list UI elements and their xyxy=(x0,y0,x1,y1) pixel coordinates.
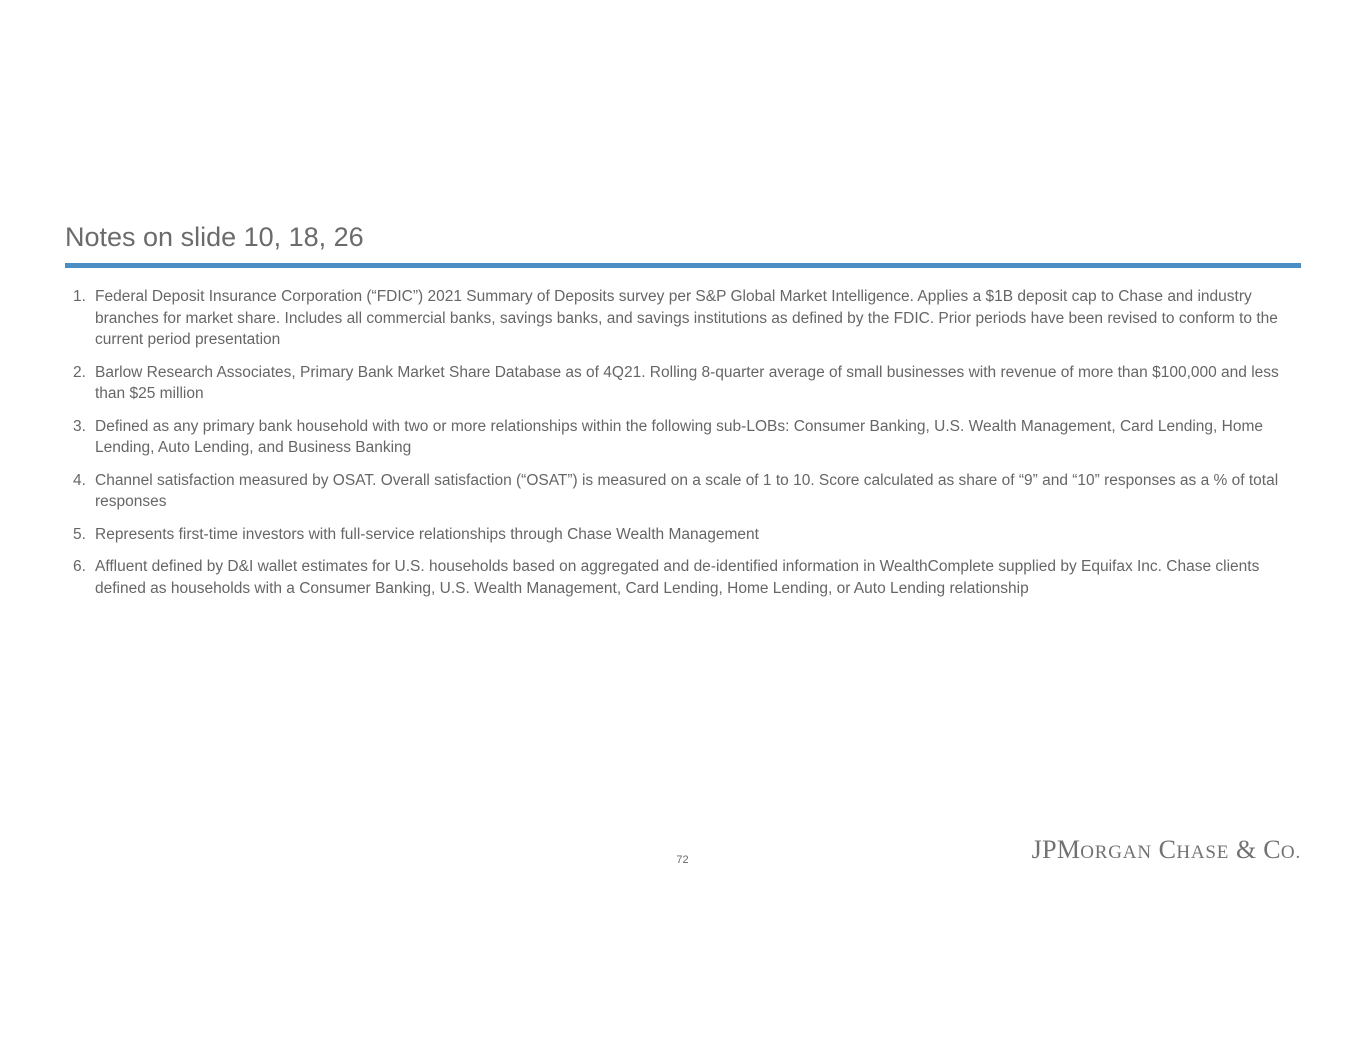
footnote-text: Channel satisfaction measured by OSAT. Overall satisfaction (“OSAT”) is measured on a scale of 1 to 10. Score calculated as share of “9” and “10” responses as a % of total responses xyxy=(95,471,1279,510)
company-logo: JPMORGAN CHASE & CO. xyxy=(1031,835,1301,864)
footnote-item xyxy=(73,416,1303,459)
page-number: 72 xyxy=(676,854,689,866)
footnote-item xyxy=(73,362,1303,405)
footnote-text: Defined as any primary bank household with two or more relationships within the following sub-LOBs: Consumer Banking, U.S. Wealth Management, Card Lending, Home Lending, Auto Lending, and Business Banking xyxy=(95,417,1263,456)
footnote-text: Affluent defined by D&I wallet estimates for U.S. households based on aggregated and de-identified information in WealthComplete supplied by Equifax Inc. Chase clients defined as households with a Consumer Banking, U.S. Wealth Management, Card Lending, Home Lending, or Auto Lending relationship xyxy=(95,558,1260,597)
footnote-item xyxy=(73,286,1303,351)
footnote-number: 4. xyxy=(73,471,86,489)
footnote-number: 3. xyxy=(73,417,86,435)
page-title: Notes on slide 10, 18, 26 xyxy=(65,222,364,252)
footnote-item xyxy=(73,470,1303,513)
footnote-text: Barlow Research Associates, Primary Bank Market Share Database as of 4Q21. Rolling 8-quarter average of small businesses with revenue of more than $100,000 and less than $25 million xyxy=(95,363,1279,402)
footnote-number: 6. xyxy=(73,558,86,575)
title-divider xyxy=(65,263,1301,268)
footnotes-list xyxy=(73,286,1303,610)
footnote-text: Federal Deposit Insurance Corporation (“FDIC”) 2021 Summary of Deposits survey per S&P Global Market Intelligence. Applies a $1B deposit cap to Chase and industry branches for market share. Includes all commercial banks, savings banks, and savings institutions as defined by the FDIC. Prior periods have been revised to conform to the current period presentation xyxy=(95,288,1278,348)
footnote-item xyxy=(73,524,1303,546)
footnote-number: 1. xyxy=(73,288,86,305)
footnote-number: 5. xyxy=(73,525,86,543)
footnote-text: Represents first-time investors with full-service relationships through Chase Wealth Management xyxy=(95,525,759,543)
footnote-item xyxy=(73,556,1303,599)
footnote-number: 2. xyxy=(73,363,86,381)
